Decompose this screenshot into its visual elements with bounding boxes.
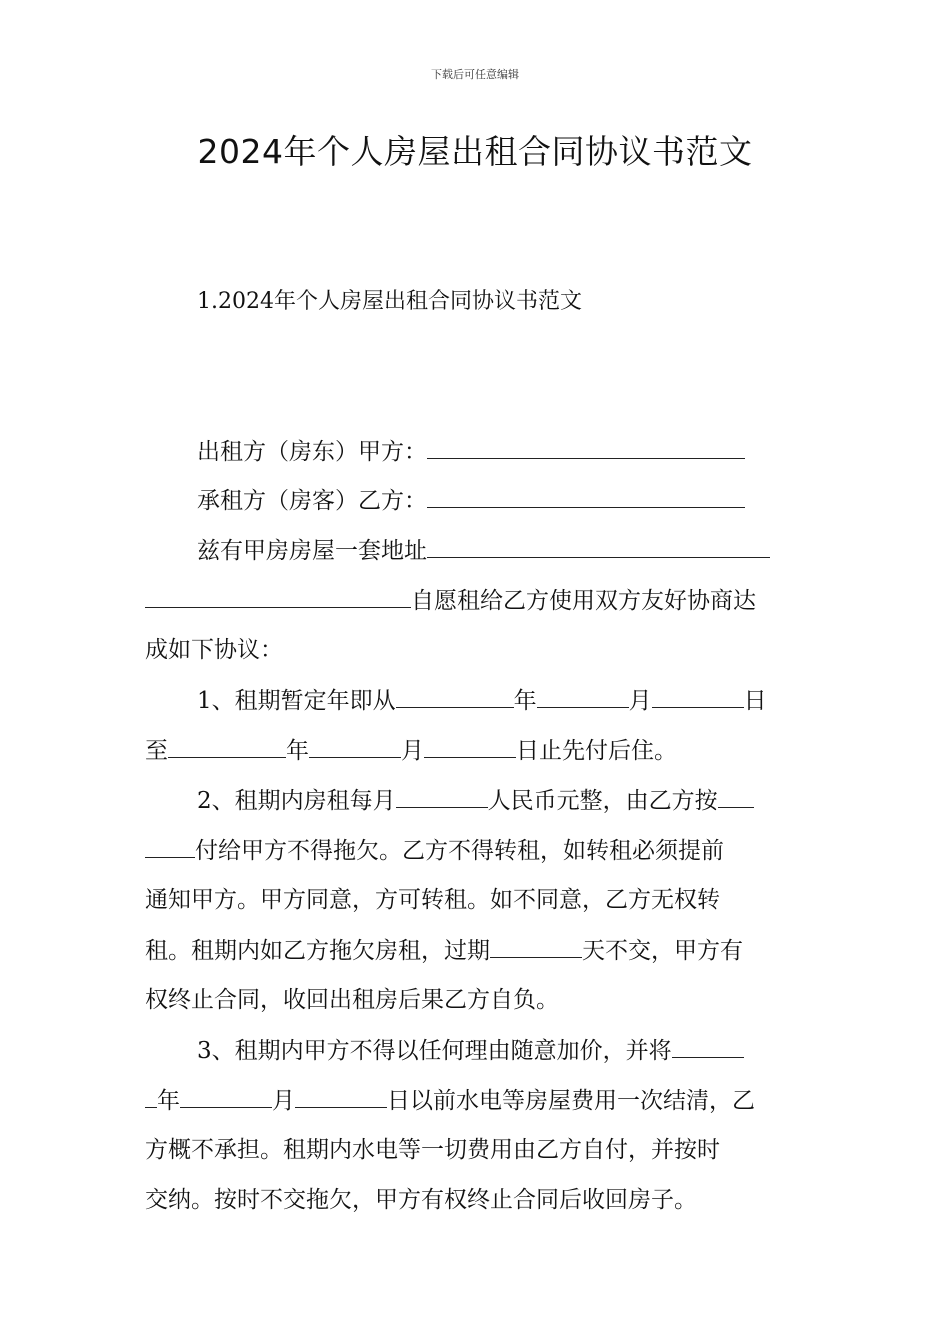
month-label-3: 月 bbox=[272, 1088, 295, 1114]
clause-1-blank-a bbox=[396, 685, 514, 708]
clause-1-blank-b bbox=[537, 685, 629, 708]
payment-blank bbox=[718, 785, 754, 808]
clause-2-line-4 bbox=[145, 935, 743, 966]
landlord-line bbox=[197, 436, 745, 467]
clause-2-text-f: 天不交，甲方有 bbox=[582, 938, 743, 964]
clause-1-blank-f bbox=[424, 735, 516, 758]
clause-1-end-text: 日止先付后住。 bbox=[516, 738, 677, 764]
clause-3-text: 3、租期内甲方不得以任何理由随意加价，并将 bbox=[197, 1038, 672, 1064]
clause-1-line-2 bbox=[145, 735, 677, 766]
clause-3-line-1 bbox=[197, 1035, 744, 1066]
clause-3-text-c: 方概不承担。租期内水电等一切费用由乙方自付，并按时 bbox=[145, 1137, 720, 1163]
clause-1-line-1 bbox=[197, 685, 767, 716]
clause-2-line-5 bbox=[145, 985, 559, 1015]
year-label-3: 年 bbox=[157, 1088, 180, 1114]
address-line-cont bbox=[145, 585, 756, 616]
address-blank-2 bbox=[145, 585, 411, 608]
landlord-label: 出租方（房东）甲方： bbox=[197, 439, 427, 465]
clause-2-text-b: 人民币元整，由乙方按 bbox=[487, 788, 718, 814]
payment-blank-2 bbox=[145, 835, 195, 858]
clause-3-text-b: 日以前水电等房屋费用一次结清，乙 bbox=[387, 1088, 755, 1114]
clause-3-text-d: 交纳。按时不交拖欠，甲方有权终止合同后收回房子。 bbox=[145, 1187, 697, 1213]
agreement-intro bbox=[145, 635, 283, 665]
overdue-days-blank bbox=[490, 935, 582, 958]
address-line bbox=[197, 535, 770, 566]
tenant-blank bbox=[427, 485, 745, 508]
clause-3-line-2 bbox=[145, 1085, 755, 1116]
tenant-label: 承租方（房客）乙方： bbox=[197, 488, 427, 514]
landlord-blank bbox=[427, 436, 745, 459]
clause-3-blank-c bbox=[180, 1085, 272, 1108]
address-blank bbox=[427, 535, 770, 558]
clause-2-line-2 bbox=[145, 835, 724, 866]
rent-blank bbox=[396, 785, 488, 808]
address-cont-text: 自愿租给乙方使用双方友好协商达 bbox=[411, 588, 756, 614]
clause-1-blank-e bbox=[309, 735, 401, 758]
clause-3-line-4 bbox=[145, 1185, 697, 1215]
clause-3-blank-b bbox=[145, 1085, 157, 1108]
clause-1-blank-d bbox=[168, 735, 286, 758]
clause-2-text-g: 权终止合同，收回出租房后果乙方自负。 bbox=[145, 987, 559, 1013]
clause-3-blank-a bbox=[672, 1035, 744, 1058]
clause-3-line-3 bbox=[145, 1135, 720, 1165]
tenant-line bbox=[197, 485, 745, 516]
clause-2-text: 2、租期内房租每月 bbox=[197, 788, 396, 814]
section-heading: 1.2024年个人房屋出租合同协议书范文 bbox=[197, 289, 582, 314]
to-label: 至 bbox=[145, 738, 168, 764]
agreement-intro-text: 成如下协议： bbox=[145, 637, 283, 663]
clause-2-text-d: 通知甲方。甲方同意，方可转租。如不同意，乙方无权转 bbox=[145, 887, 720, 913]
day-label: 日 bbox=[743, 688, 767, 714]
header-note: 下载后可任意编辑 bbox=[431, 68, 519, 81]
clause-3-blank-d bbox=[295, 1085, 387, 1108]
month-label: 月 bbox=[628, 688, 652, 714]
month-label-2: 月 bbox=[401, 738, 424, 764]
year-label: 年 bbox=[513, 688, 537, 714]
clause-1-blank-c bbox=[652, 685, 744, 708]
address-label: 兹有甲房房屋一套地址 bbox=[197, 538, 427, 564]
clause-1-text: 1、租期暂定年即从 bbox=[197, 688, 396, 714]
clause-2-line-1 bbox=[197, 785, 754, 816]
year-label-2: 年 bbox=[286, 738, 309, 764]
clause-2-text-e: 租。租期内如乙方拖欠房租，过期 bbox=[145, 938, 490, 964]
clause-2-line-3 bbox=[145, 885, 720, 915]
document-title: 2024年个人房屋出租合同协议书范文 bbox=[197, 132, 753, 171]
clause-2-text-c: 付给甲方不得拖欠。乙方不得转租，如转租必须提前 bbox=[195, 838, 724, 864]
